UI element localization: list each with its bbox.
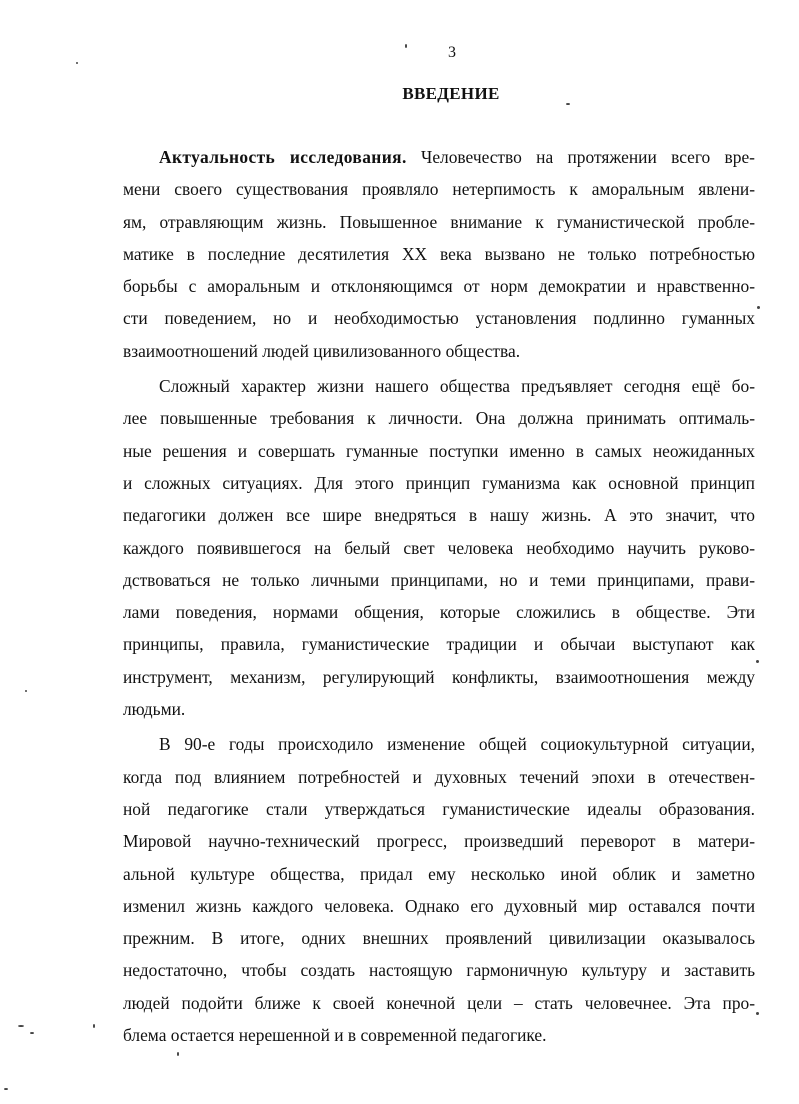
text-line: борьбы с аморальным и отклоняющимся от норм демократии и нравственно- (123, 276, 755, 297)
scan-speck (757, 306, 760, 309)
text-line: недостаточно, чтобы создать настоящую гармоничную культуру и заставить (123, 960, 755, 981)
text-line: прежним. В итоге, одних внешних проявлений цивилизации оказывалось (123, 928, 755, 949)
text-line: и сложных ситуациях. Для этого принцип гуманизма как основной принцип (123, 472, 755, 493)
scan-speck (25, 690, 27, 692)
text-line: Актуальность исследования. Человечество на протяжении всего вре- (159, 147, 755, 167)
text-line: когда под влиянием потребностей и духовных течений эпохи в отечествен- (123, 766, 755, 787)
text-line: Сложный характер жизни нашего общества предъявляет сегодня ещё бо- (159, 376, 755, 397)
scan-speck (76, 62, 78, 64)
scan-speck (177, 1052, 179, 1056)
body-text (123, 141, 755, 1051)
text-line: сти поведением, но и необходимостью установления подлинно гуманных (123, 308, 755, 329)
text-line: инструмент, механизм, регулирующий конфликты, взаимоотношения между (123, 666, 755, 687)
scan-speck (756, 1012, 759, 1015)
text-line: лее повышенные требования к личности. Она должна принимать оптималь- (123, 408, 755, 429)
text-line: ям, отравляющим жизнь. Повышенное внимание к гуманистической пробле- (123, 211, 755, 232)
section-lead: Актуальность исследования. (159, 147, 407, 167)
text-line: дствоваться не только личными принципами, но и теми принципами, прави- (123, 569, 755, 590)
scan-speck (4, 1088, 8, 1090)
scan-speck (405, 44, 407, 48)
paragraph-1 (123, 141, 755, 367)
paragraph-2 (123, 370, 755, 725)
page-number: 3 (448, 44, 456, 61)
scan-speck (30, 1032, 34, 1034)
text-line: людей подойти ближе к своей конечной цели – стать человечнее. Эта про- (123, 992, 755, 1013)
text-line: ной педагогике стали утверждаться гуманистические идеалы образования. (123, 798, 755, 819)
text-line: взаимоотношений людей цивилизованного общества. (123, 340, 521, 361)
text-line: каждого появившегося на белый свет человека необходимо научить руково- (123, 537, 755, 558)
text-line: альной культуре общества, придал ему несколько иной облик и заметно (123, 863, 755, 884)
text-line: принципы, правила, гуманистические традиции и обычаи выступают как (123, 634, 755, 655)
text-line: педагогики должен все шире внедряться в нашу жизнь. А это значит, что (123, 505, 755, 526)
text-line: В 90-е годы происходило изменение общей социокультурной ситуации, (159, 734, 755, 755)
text-line: матике в последние десятилетия XX века вызвано не только потребностью (123, 243, 755, 264)
scan-speck (756, 660, 759, 663)
text-line: изменил жизнь каждого человека. Однако его духовный мир оставался почти (123, 895, 755, 916)
text-line: мени своего существования проявляло нетерпимость к аморальным явлени- (123, 179, 755, 200)
text-line: блема остается нерешенной и в современной педагогике. (123, 1025, 547, 1046)
page-title: ВВЕДЕНИЕ (402, 84, 500, 103)
text-line: Мировой научно-технический прогресс, произведший переворот в матери- (123, 831, 755, 852)
text-line: людьми. (123, 699, 186, 720)
scan-speck (18, 1025, 24, 1027)
text-line: ные решения и совершать гуманные поступки именно в самых неожиданных (123, 440, 755, 461)
scan-speck (566, 103, 570, 105)
text-line: лами поведения, нормами общения, которые сложились в обществе. Эти (123, 602, 755, 623)
paragraph-3 (123, 728, 755, 1051)
scan-speck (93, 1024, 95, 1028)
